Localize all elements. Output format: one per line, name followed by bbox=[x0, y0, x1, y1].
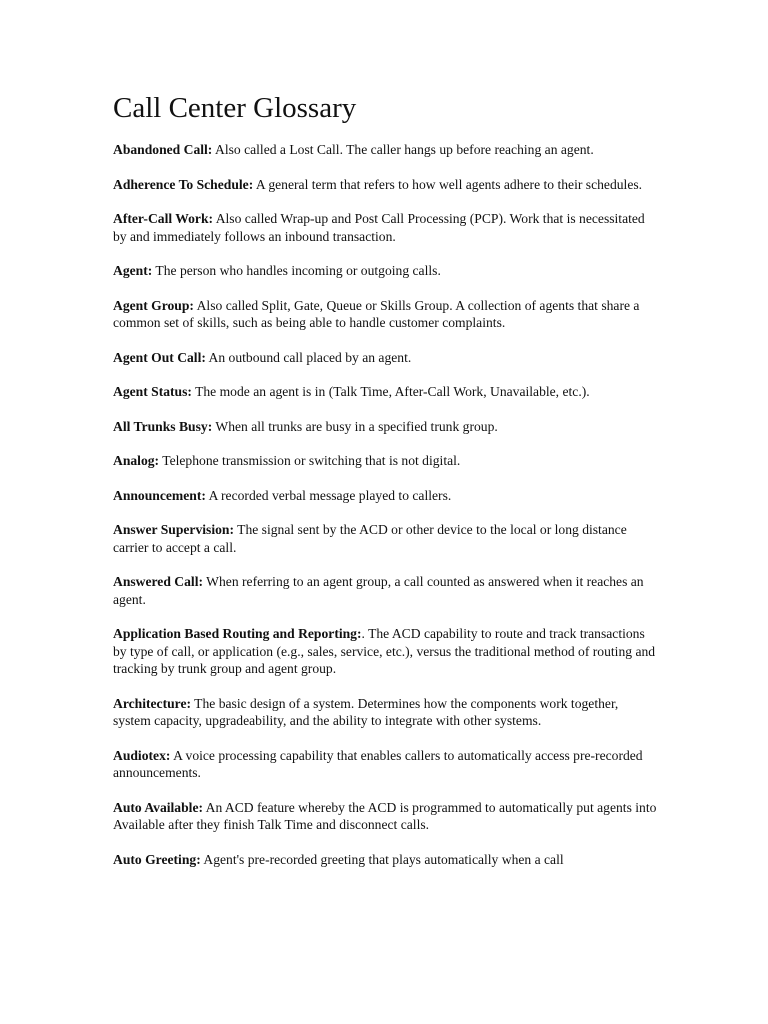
glossary-entry bbox=[113, 452, 658, 470]
glossary-definition: When referring to an agent group, a call counted as answered when it reaches an agent. bbox=[113, 574, 644, 607]
glossary-definition: . The ACD capability to route and track transactions by type of call, or application (e.g., sales, service, etc.), versus the traditional method of routing and tracking by trunk group and agent group. bbox=[113, 626, 656, 676]
glossary-term: Auto Greeting: bbox=[113, 851, 201, 867]
glossary-term: Agent Status: bbox=[113, 384, 192, 399]
glossary-term: Answered Call: bbox=[113, 574, 203, 589]
glossary-definition: A general term that refers to how well agents adhere to their schedules. bbox=[255, 176, 643, 192]
glossary-definition: The basic design of a system. Determines how the components work together, system capacity, upgradeability, and the ability to integrate with other systems. bbox=[113, 695, 619, 728]
glossary-entry bbox=[113, 418, 658, 436]
document-content bbox=[113, 90, 658, 885]
glossary-entry bbox=[113, 349, 658, 367]
glossary-entry bbox=[113, 210, 658, 245]
glossary-entry bbox=[113, 851, 658, 869]
glossary-term: Abandoned Call: bbox=[113, 142, 213, 157]
glossary-entry bbox=[113, 625, 658, 678]
glossary-entry bbox=[113, 262, 658, 280]
glossary-definition: A voice processing capability that enables callers to automatically access pre-recorded announcements. bbox=[113, 747, 643, 780]
glossary-term: Application Based Routing and Reporting: bbox=[113, 626, 362, 641]
glossary-definition: The person who handles incoming or outgoing calls. bbox=[155, 263, 441, 278]
glossary-entry bbox=[113, 487, 658, 505]
glossary-definition: Telephone transmission or switching that is not digital. bbox=[162, 453, 461, 468]
glossary-term: Answer Supervision: bbox=[113, 522, 234, 537]
glossary-term: Agent: bbox=[113, 263, 153, 278]
glossary-entry bbox=[113, 383, 658, 401]
glossary-entry bbox=[113, 747, 658, 782]
glossary-entry bbox=[113, 297, 658, 332]
glossary-entry bbox=[113, 176, 658, 194]
glossary-entry bbox=[113, 799, 658, 834]
glossary-term: After-Call Work: bbox=[113, 211, 214, 226]
glossary-definition: An ACD feature whereby the ACD is programmed to automatically put agents into Available after they finish Talk Time and disconnect calls. bbox=[113, 799, 657, 832]
glossary-definition: When all trunks are busy in a specified trunk group. bbox=[215, 418, 498, 434]
glossary-definition: The signal sent by the ACD or other device to the local or long distance carrier to accept a call. bbox=[113, 522, 627, 555]
glossary-term: Analog: bbox=[113, 453, 160, 468]
glossary-term: Audiotex: bbox=[113, 747, 171, 763]
glossary-term: Auto Available: bbox=[113, 799, 203, 815]
glossary-term: All Trunks Busy: bbox=[113, 418, 213, 434]
glossary-definition: Agent's pre-recorded greeting that plays automatically when a call bbox=[203, 851, 564, 867]
glossary-entry bbox=[113, 695, 658, 730]
glossary-definition: A recorded verbal message played to callers. bbox=[208, 487, 452, 503]
glossary-term: Agent Group: bbox=[113, 297, 194, 313]
glossary-term: Architecture: bbox=[113, 695, 192, 711]
glossary-entry bbox=[113, 521, 658, 556]
glossary-entry bbox=[113, 573, 658, 608]
glossary-term: Adherence To Schedule: bbox=[113, 176, 254, 192]
glossary-definition: The mode an agent is in (Talk Time, After-Call Work, Unavailable, etc.). bbox=[195, 384, 590, 399]
glossary-definition: Also called Split, Gate, Queue or Skills Group. A collection of agents that share a common set of skills, such as being able to handle customer complaints. bbox=[113, 297, 640, 330]
glossary-definition: An outbound call placed by an agent. bbox=[208, 349, 412, 365]
glossary-entry bbox=[113, 141, 658, 159]
document-title: Call Center Glossary bbox=[113, 92, 357, 124]
glossary-term: Agent Out Call: bbox=[113, 349, 206, 365]
glossary-term: Announcement: bbox=[113, 487, 206, 503]
glossary-definition: Also called Wrap-up and Post Call Processing (PCP). Work that is necessitated by and immediately follows an inbound transaction. bbox=[113, 211, 645, 244]
glossary-definition: Also called a Lost Call. The caller hangs up before reaching an agent. bbox=[215, 142, 594, 157]
